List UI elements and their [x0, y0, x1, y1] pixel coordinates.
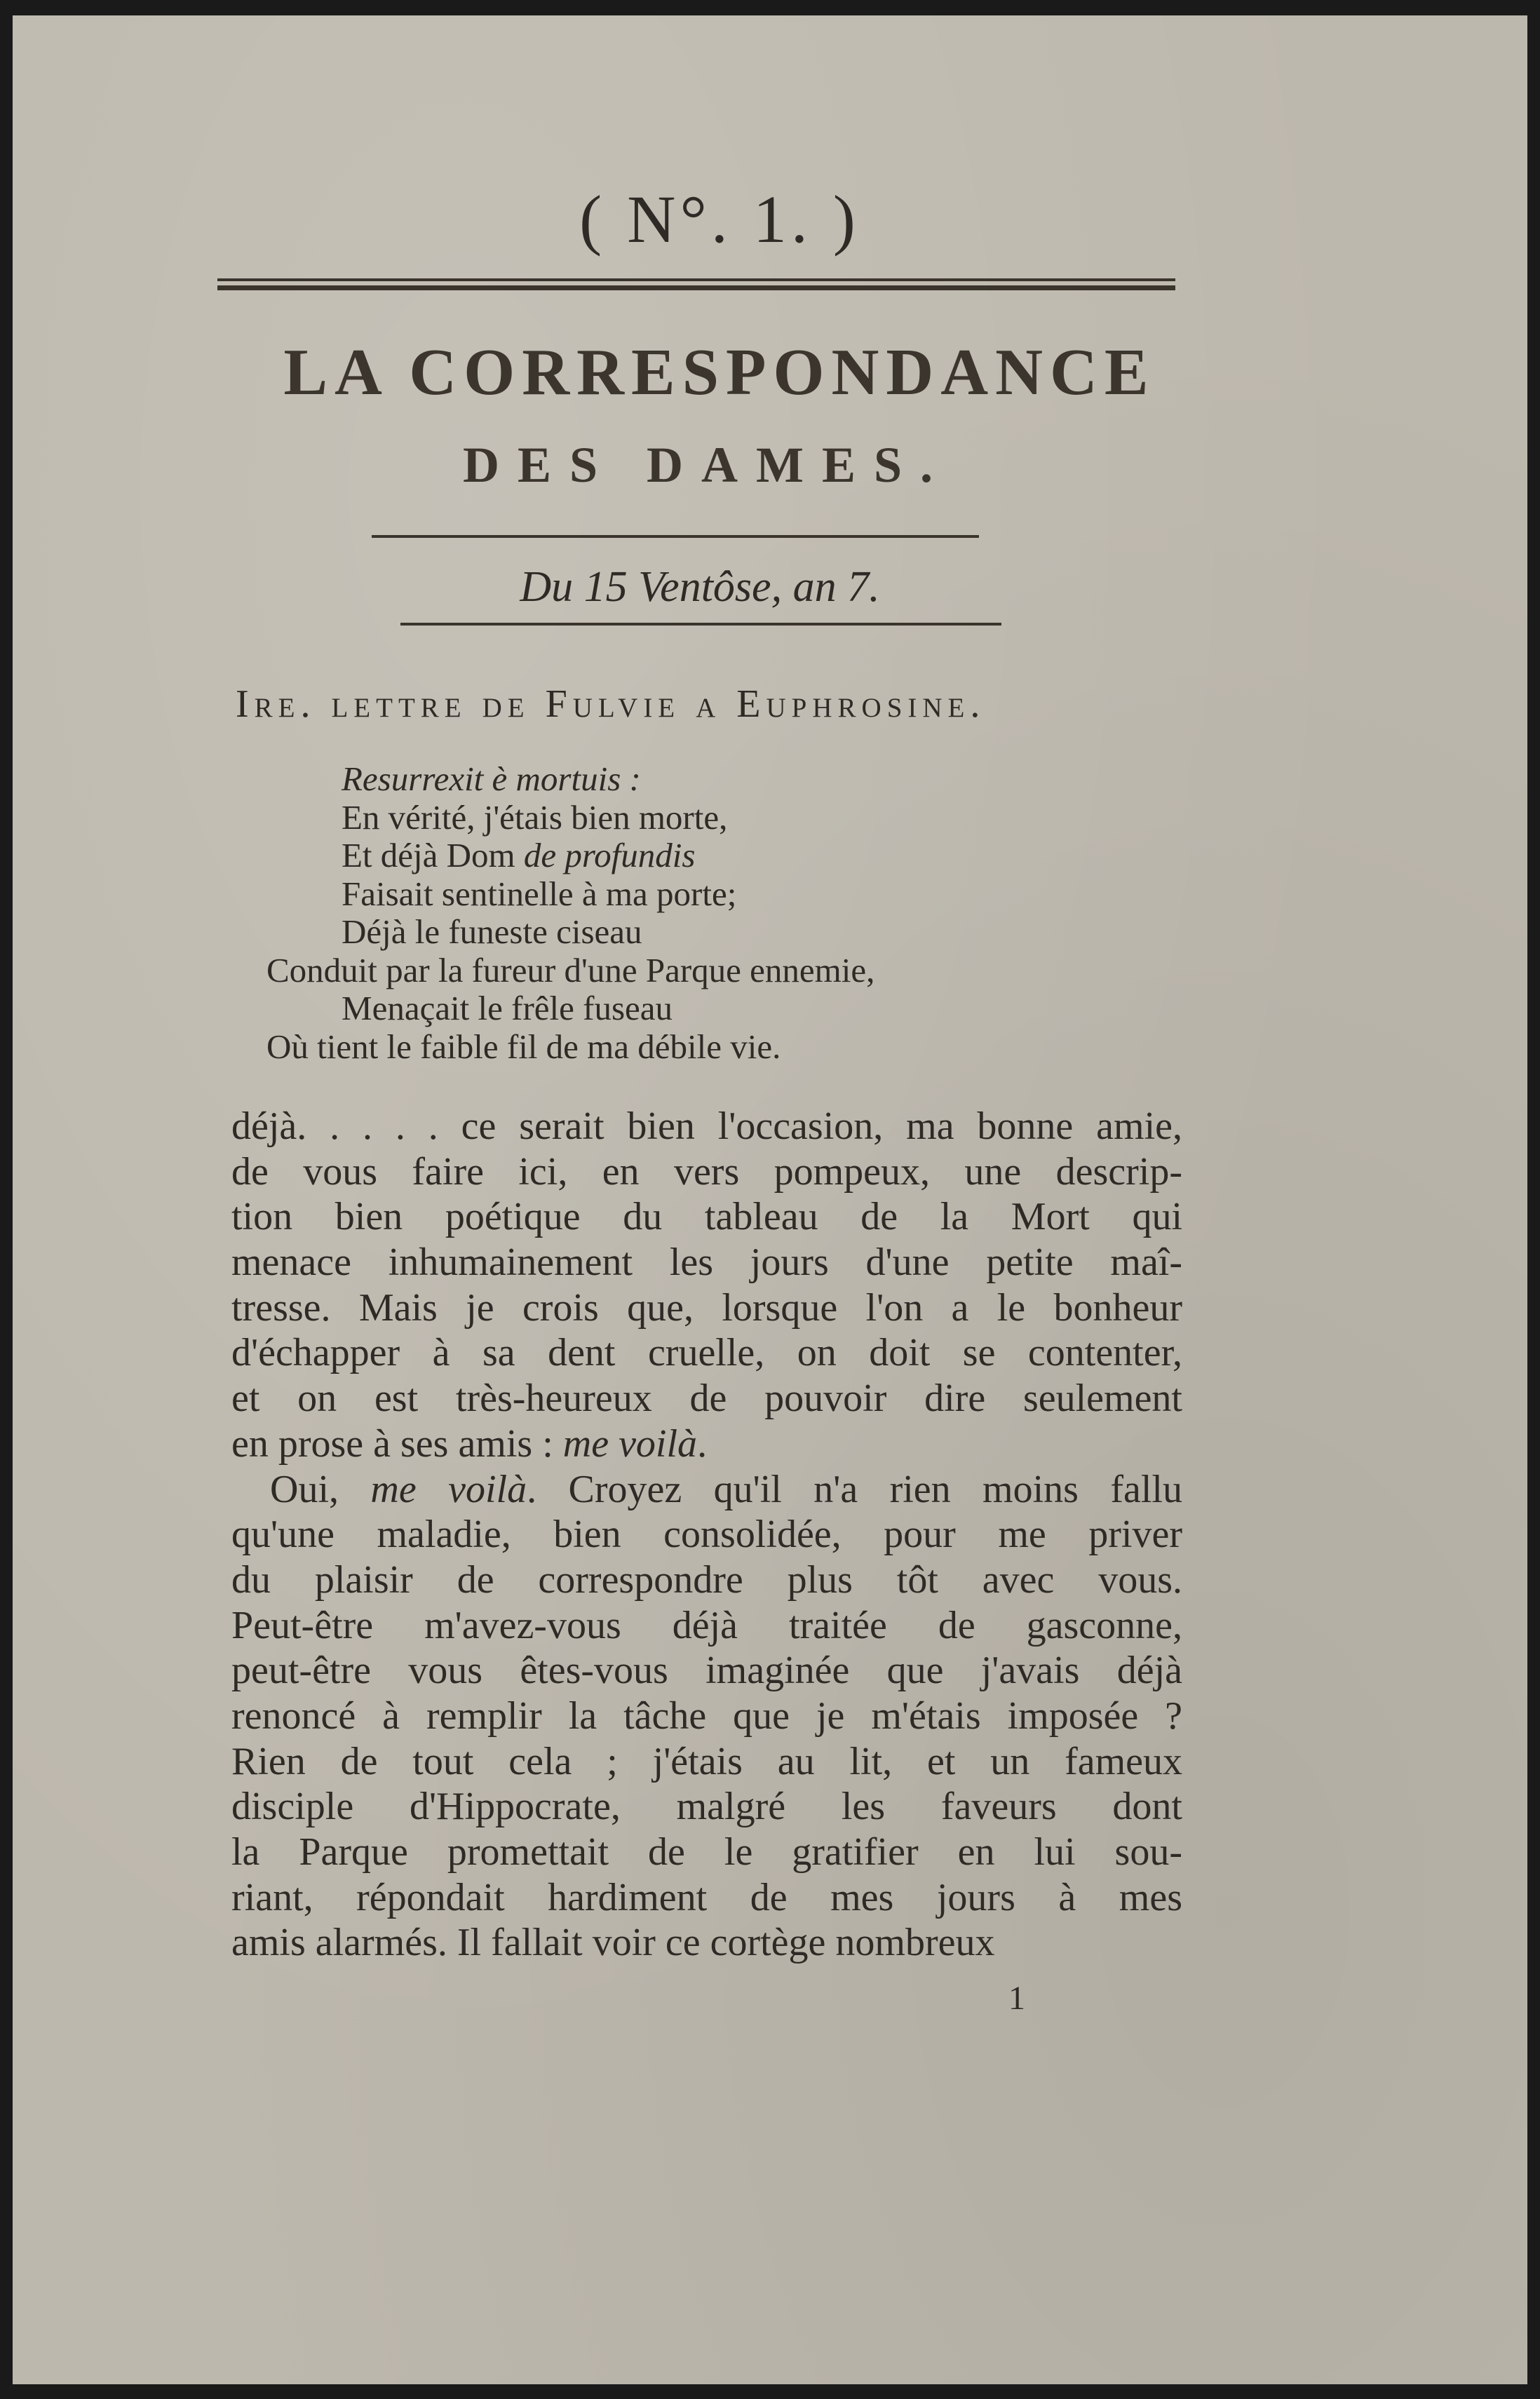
body-line: Rien de tout cela ; j'étais au lit, et un fameux — [231, 1739, 1182, 1783]
poem-line: Conduit par la fureur d'une Parque ennemie, — [266, 950, 875, 989]
issue-date: Du 15 Ventôse, an 7. — [520, 563, 880, 611]
body-line: de vous faire ici, en vers pompeux, une descrip- — [231, 1149, 1182, 1194]
body-line: du plaisir de correspondre plus tôt avec vous. — [231, 1557, 1182, 1602]
poem-line: Faisait sentinelle à ma porte; — [342, 874, 737, 913]
body-line: et on est très-heureux de pouvoir dire seulement — [231, 1377, 1182, 1421]
issue-number: ( N°. 1. ) — [579, 182, 860, 257]
double-rule-bottom — [217, 285, 1175, 290]
body-line: menace inhumainement les jours d'une petite maî- — [231, 1241, 1182, 1285]
body-line: riant, répondait hardiment de mes jours à mes — [231, 1875, 1182, 1919]
epigraph-poem — [266, 760, 874, 1066]
body-line: peut-être vous êtes-vous imaginée que j'avais déjà — [231, 1649, 1182, 1693]
poem-line: En vérité, j'étais bien morte, — [342, 797, 728, 837]
body-line: amis alarmés. Il fallait voir ce cortège nombreux — [231, 1921, 995, 1965]
signature-mark: 1 — [1008, 1980, 1025, 2017]
letter-body — [231, 1104, 1182, 1966]
body-line: disciple d'Hippocrate, malgré les faveurs dont — [231, 1785, 1182, 1829]
body-line: d'échapper à sa dent cruelle, on doit se contenter, — [231, 1331, 1182, 1375]
poem-line: Et déjà Dom de profundis — [342, 836, 696, 874]
page-title: LA CORRESPONDANCE — [283, 336, 1156, 409]
page-subtitle: DES DAMES. — [462, 437, 952, 493]
poem-line: Resurrexit è mortuis : — [342, 759, 641, 798]
body-line: tion bien poétique du tableau de la Mort qui — [231, 1195, 1182, 1239]
paper-page — [13, 15, 1527, 2384]
poem-line: Menaçait le frêle fuseau — [342, 989, 673, 1027]
rule-above-date — [372, 535, 979, 538]
body-line: tresse. Mais je crois que, lorsque l'on a le bonheur — [231, 1285, 1182, 1330]
body-line: Peut-être m'avez-vous déjà traitée de gasconne, — [231, 1603, 1182, 1647]
letter-heading: Ire. lettre de Fulvie a Euphrosine. — [236, 682, 986, 726]
poem-line: Où tient le faible fil de ma débile vie. — [266, 1027, 781, 1066]
poem-line: Déjà le funeste ciseau — [342, 912, 642, 951]
double-rule-top — [217, 278, 1175, 281]
rule-below-date — [400, 623, 1001, 626]
body-line: en prose à ses amis : me voilà. — [231, 1421, 708, 1466]
body-line: déjà. . . . . ce serait bien l'occasion, ma bonne amie, — [231, 1104, 1182, 1148]
body-line: qu'une maladie, bien consolidée, pour me priver — [231, 1513, 1182, 1557]
body-line: renoncé à remplir la tâche que je m'étais imposée ? — [231, 1694, 1182, 1738]
body-line: la Parque promettait de le gratifier en lui sou- — [231, 1830, 1182, 1874]
body-line: Oui, me voilà. Croyez qu'il n'a rien moins fallu — [270, 1467, 1182, 1511]
